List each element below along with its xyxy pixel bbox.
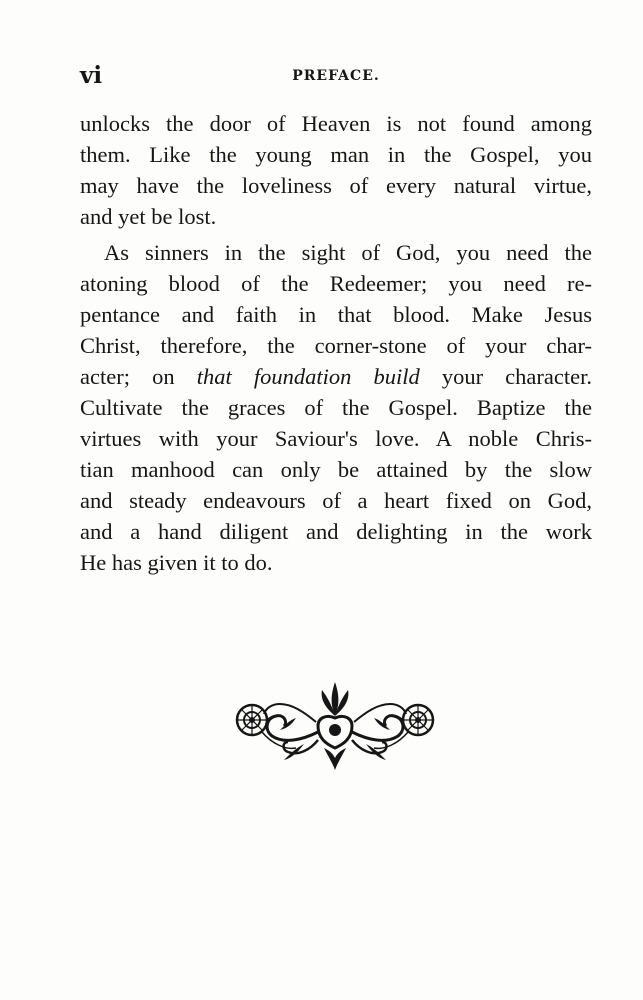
page-number: vi <box>80 62 103 89</box>
text-line: pentance and faith in that blood. Make Jesus <box>80 302 592 327</box>
text-line: tian manhood can only be attained by the slow <box>80 457 592 482</box>
text-line: unlocks the door of Heaven is not found among <box>80 111 592 136</box>
text-line: virtues with your Saviour's love. A noble Chris- <box>80 426 592 451</box>
text-line: and steady endeavours of a heart fixed on God, <box>80 488 592 513</box>
italic-phrase: that foundation build <box>196 364 420 389</box>
text-segment: acter; on <box>80 364 197 389</box>
text-line: and a hand diligent and delighting in the work <box>80 519 592 544</box>
body-text <box>80 108 592 583</box>
text-line: Cultivate the graces of the Gospel. Baptize the <box>80 395 592 420</box>
text-line: atoning blood of the Redeemer; you need re- <box>80 271 592 296</box>
text-line: He has given it to do. <box>80 550 273 575</box>
floral-tailpiece-ornament-icon <box>232 678 438 772</box>
text-line-with-emphasis <box>80 361 592 392</box>
text-segment: your character. <box>419 364 592 389</box>
text-line: and yet be lost. <box>80 204 217 229</box>
paragraph-2 <box>80 237 592 578</box>
running-head <box>80 64 592 88</box>
text-line: them. Like the young man in the Gospel, you <box>80 142 592 167</box>
text-line: Christ, therefore, the corner-stone of your char- <box>80 333 592 358</box>
running-title: PREFACE. <box>292 68 380 84</box>
text-line: may have the loveliness of every natural virtue, <box>80 173 592 198</box>
text-line: As sinners in the sight of God, you need the <box>104 240 592 265</box>
paragraph-1 <box>80 108 592 232</box>
